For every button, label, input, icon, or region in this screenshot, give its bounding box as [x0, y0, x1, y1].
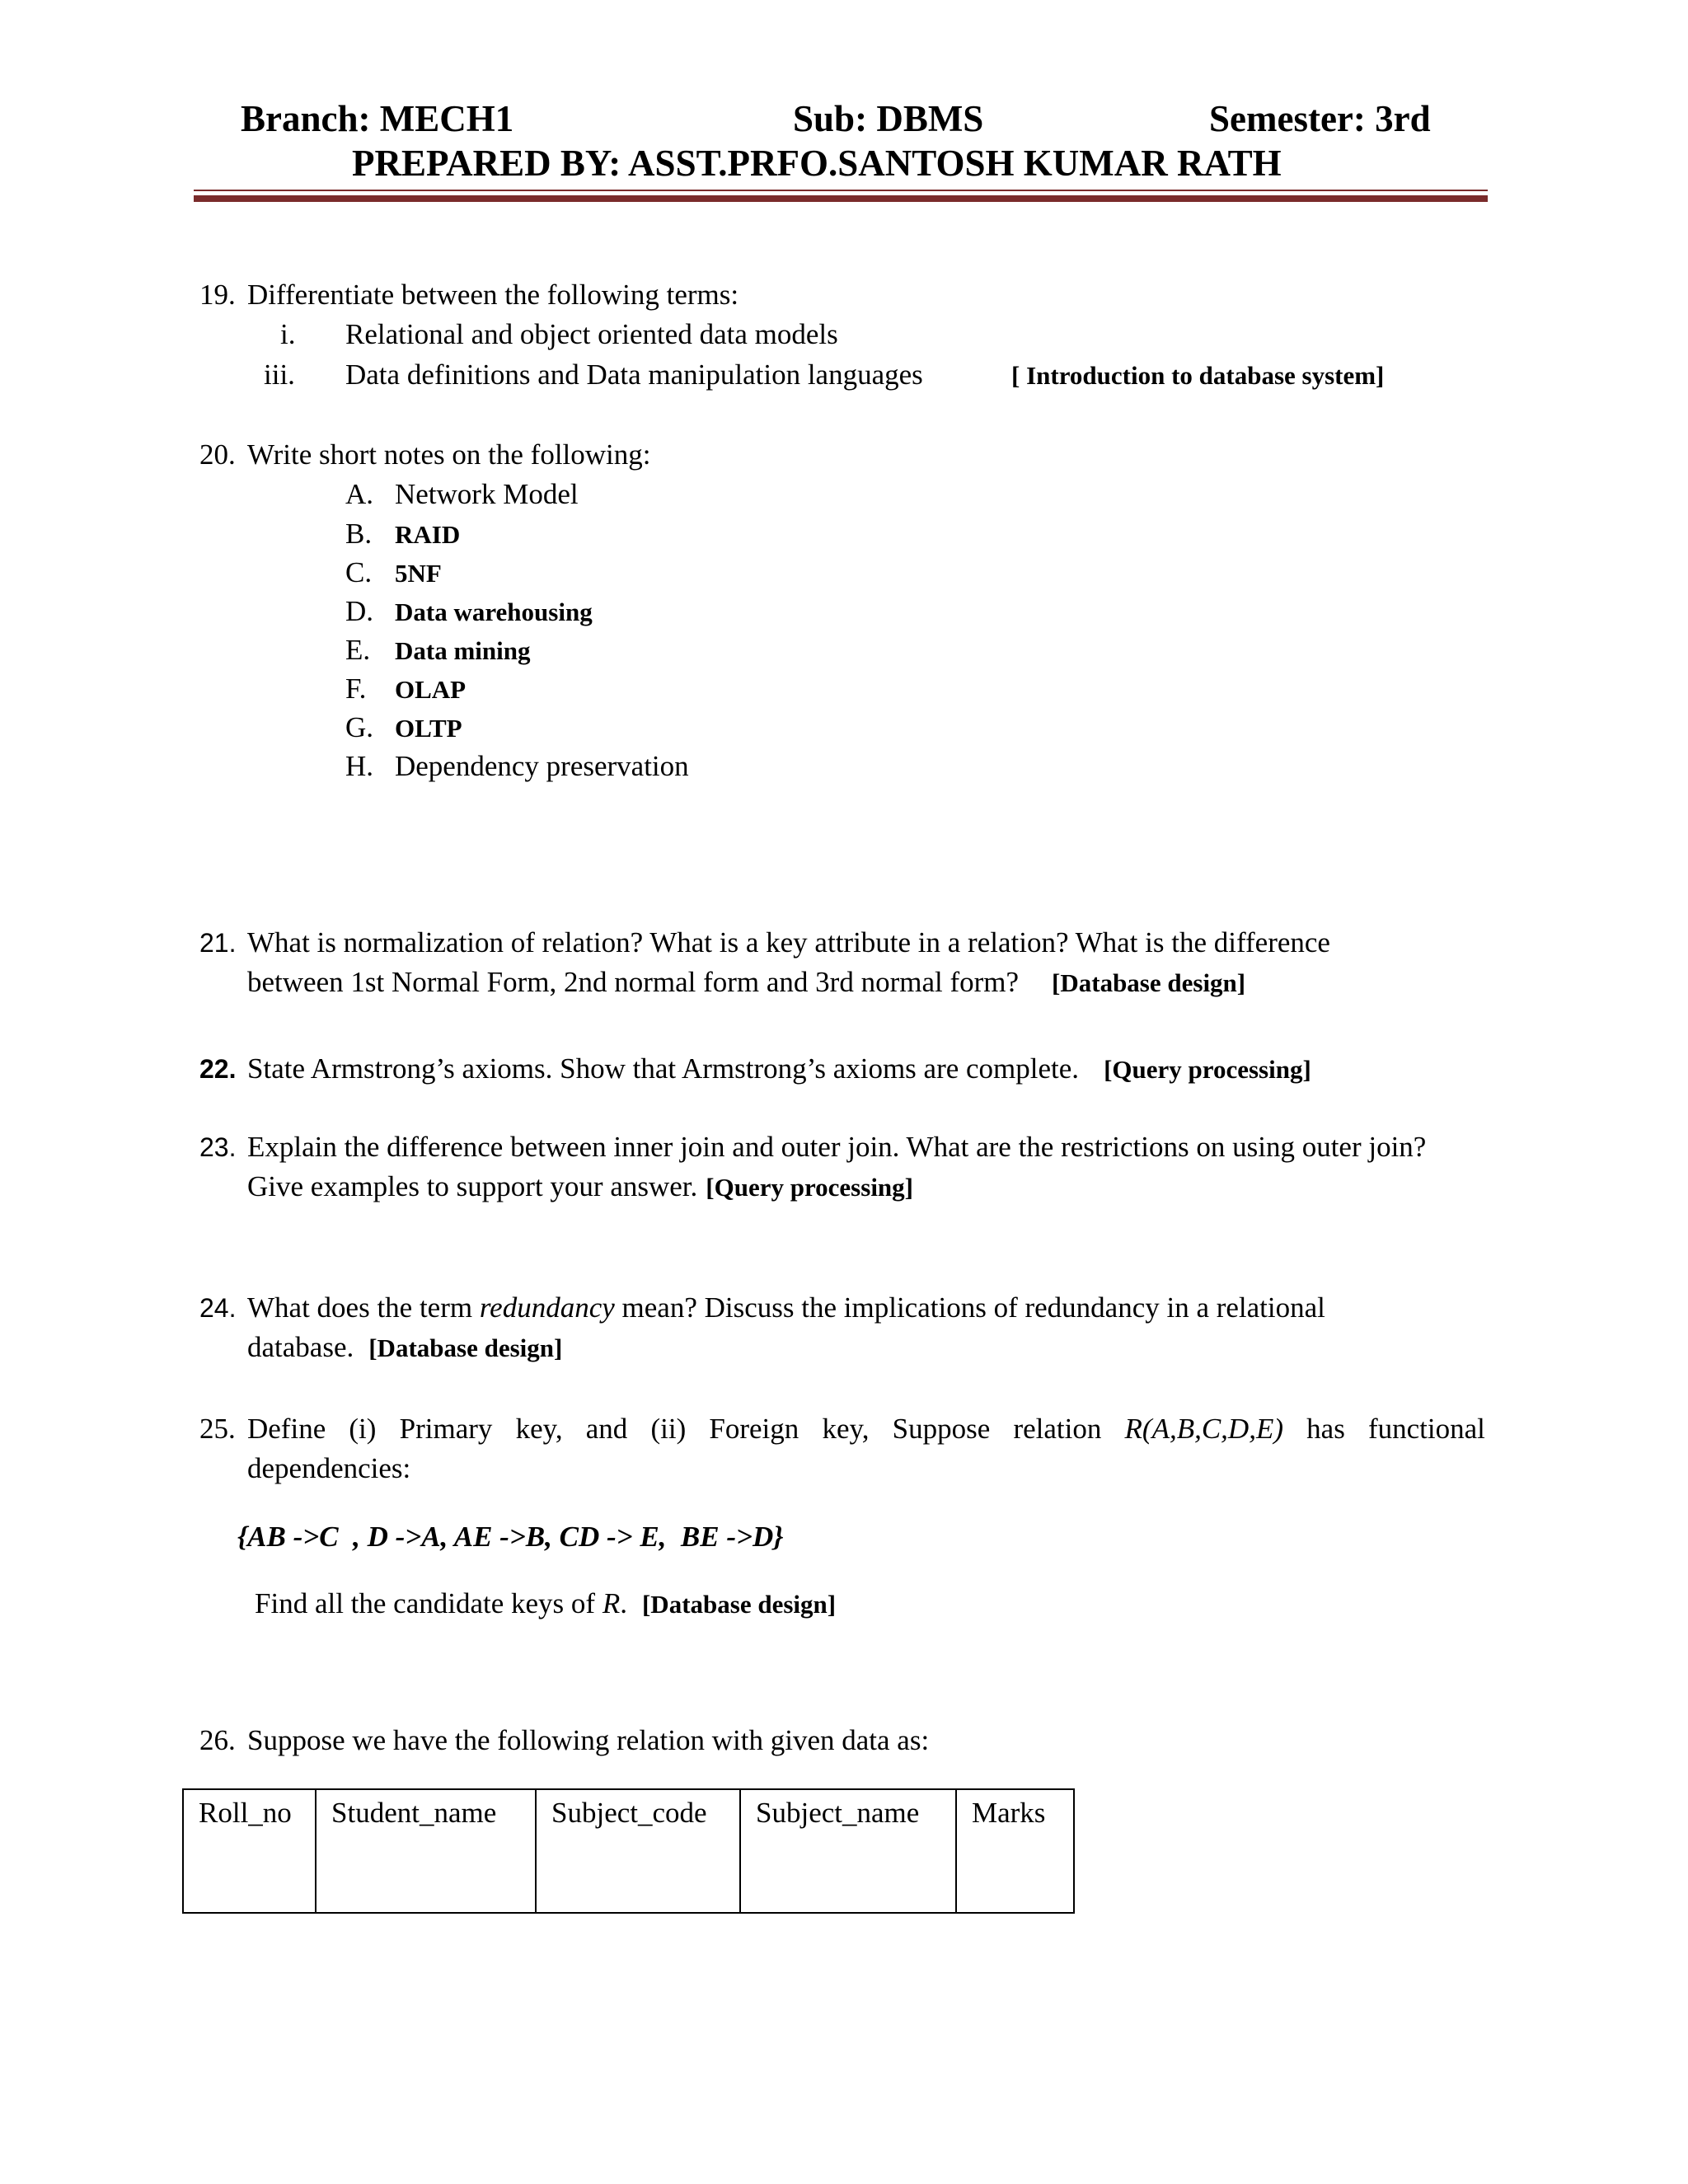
q21-topic-tag: [Database design]	[1052, 968, 1246, 997]
q20-text: Write short notes on the following:	[247, 438, 651, 471]
q25-line1	[247, 1413, 1485, 1446]
q20-item-marker: G.	[345, 711, 374, 743]
q25-functional-dependencies: {AB ->C , D ->A, AE ->B, CD -> E, BE ->D}	[237, 1521, 784, 1553]
q19-item-marker: i.	[280, 318, 296, 350]
table-header-cell: Subject_name	[740, 1789, 956, 1913]
q19-item-text: Relational and object oriented data models	[345, 318, 838, 350]
q20-item-text: Data warehousing	[395, 598, 593, 626]
q20-item-text: OLAP	[395, 675, 467, 704]
q23-topic-tag: [Query processing]	[706, 1173, 913, 1202]
q19-item-marker: iii.	[264, 359, 295, 391]
q20-item-text: Network Model	[395, 478, 579, 510]
q24-number: 24.	[199, 1293, 237, 1323]
q22-number: 22.	[199, 1054, 237, 1084]
q25-line2: dependencies:	[247, 1452, 411, 1484]
q24-line1-em: redundancy	[479, 1291, 615, 1324]
q24-line2-wrap	[247, 1331, 562, 1364]
q23-line1: Explain the difference between inner join and outer join. What are the restrictions on using outer join?	[247, 1131, 1427, 1163]
q23-line2-wrap	[247, 1170, 913, 1203]
q25-number: 25.	[199, 1413, 236, 1445]
q25-word: (ii)	[650, 1413, 687, 1445]
q25-word: key,	[822, 1413, 870, 1445]
header-subject: Sub: DBMS	[793, 98, 984, 139]
q25-word: relation	[1013, 1413, 1102, 1445]
q22-text: State Armstrong’s axioms. Show that Armstrong’s axioms are complete.	[247, 1052, 1080, 1085]
q21-line1: What is normalization of relation? What is a key attribute in a relation? What is the difference	[247, 926, 1330, 958]
relation-table	[182, 1788, 1075, 1914]
q25-word: Define	[247, 1413, 326, 1445]
q25-word: and	[585, 1413, 628, 1445]
q24-line2: database.	[247, 1331, 354, 1363]
q25-word: (i)	[349, 1413, 377, 1445]
q20-number: 20.	[199, 438, 236, 471]
table-header-cell: Subject_code	[536, 1789, 740, 1913]
q25-relation: R(A,B,C,D,E)	[1124, 1413, 1283, 1445]
q21-line2: between 1st Normal Form, 2nd normal form and 3rd normal form?	[247, 966, 1020, 998]
q20-item-text: Dependency preservation	[395, 750, 689, 782]
q19-number: 19.	[199, 279, 236, 311]
q21-line2-wrap	[247, 966, 1245, 999]
q25-word: Primary	[399, 1413, 493, 1445]
q20-item-text: Data mining	[395, 636, 531, 665]
q19-topic-tag: [ Introduction to database system]	[1011, 361, 1385, 390]
q25-find-wrap	[255, 1587, 836, 1620]
q24-line1-wrap	[247, 1291, 1325, 1324]
table-header-cell: Marks	[956, 1789, 1074, 1913]
q25-topic-tag: [Database design]	[641, 1590, 837, 1619]
header-semester: Semester: 3rd	[1209, 98, 1431, 139]
header-prepared-by: PREPARED BY: ASST.PRFO.SANTOSH KUMAR RATH	[352, 143, 1282, 184]
q20-item-marker: F.	[345, 673, 367, 705]
q20-item-marker: D.	[345, 595, 374, 627]
q20-item-marker: A.	[345, 478, 374, 510]
q25-find-em: R	[602, 1587, 621, 1619]
header-branch: Branch: MECH1	[241, 98, 514, 139]
q20-item-marker: B.	[345, 518, 373, 550]
q24-line1-pre: What does the term	[247, 1291, 480, 1324]
q19-item-text: Data definitions and Data manipulation languages	[345, 359, 923, 391]
q22-topic-tag: [Query processing]	[1104, 1055, 1311, 1084]
q25-word: functional	[1367, 1413, 1485, 1445]
q23-number: 23.	[199, 1132, 237, 1162]
q25-word: Foreign	[709, 1413, 799, 1445]
q25-word: key,	[515, 1413, 563, 1445]
q25-word: Suppose	[892, 1413, 991, 1445]
q23-line2: Give examples to support your answer.	[247, 1170, 698, 1202]
q21-number: 21.	[199, 928, 237, 958]
q19-text: Differentiate between the following terms:	[247, 279, 739, 311]
q20-item-text: 5NF	[395, 559, 442, 588]
q24-topic-tag: [Database design]	[368, 1333, 563, 1362]
table-header-cell: Student_name	[316, 1789, 536, 1913]
header-rule-thick	[194, 195, 1488, 202]
q22-wrap	[247, 1052, 1311, 1085]
q25-find-post: .	[620, 1587, 627, 1619]
q20-item-marker: C.	[345, 556, 373, 588]
q20-item-text: OLTP	[395, 714, 462, 743]
q20-item-marker: H.	[345, 750, 374, 782]
q20-item-text: RAID	[395, 520, 461, 549]
q25-word: has	[1306, 1413, 1345, 1445]
header-rule-thin	[194, 190, 1488, 191]
q26-text: Suppose we have the following relation with given data as:	[247, 1724, 930, 1756]
q24-line1-post: mean? Discuss the implications of redundancy in a relational	[614, 1291, 1325, 1324]
q25-find-pre: Find all the candidate keys of	[255, 1587, 603, 1619]
q20-item-marker: E.	[345, 634, 371, 666]
table-header-cell: Roll_no	[183, 1789, 316, 1913]
table-row	[183, 1789, 1074, 1913]
q26-number: 26.	[199, 1724, 236, 1756]
